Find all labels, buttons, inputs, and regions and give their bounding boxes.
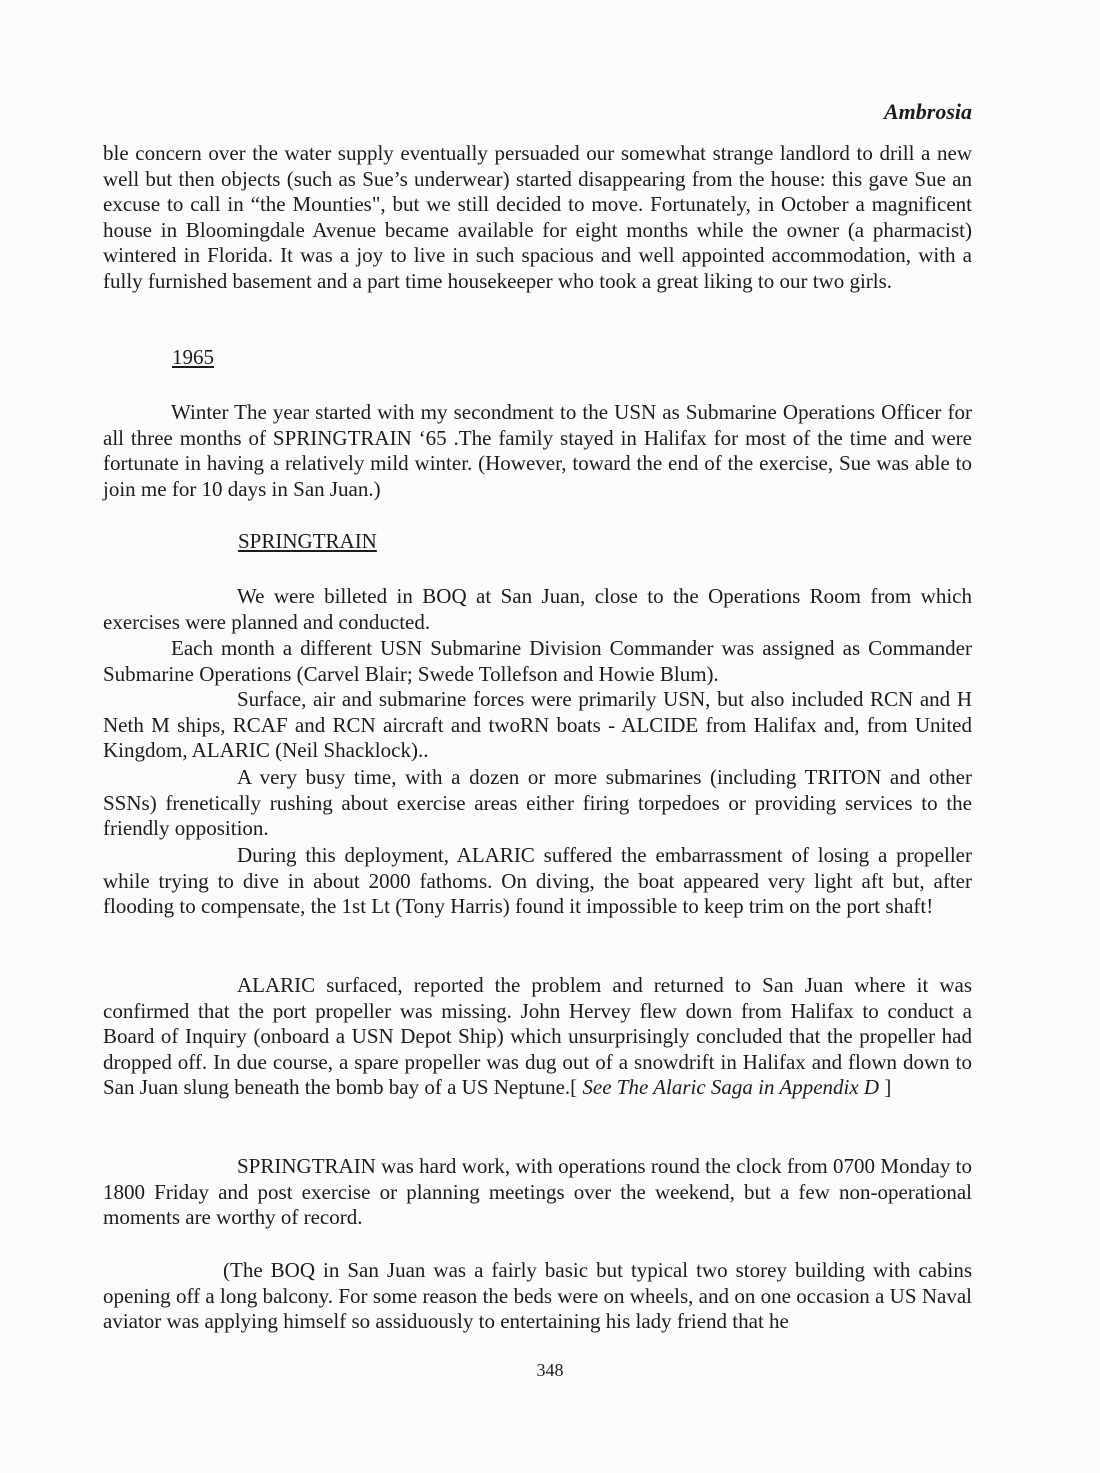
paragraph-deployment: During this deployment, ALARIC suffered the embarrassment of losing a propeller while trying to dive in about 2000 fathoms. On diving, the boat appeared very light aft but, after flooding to compensate, the 1st Lt (Tony Harris) found it impossible to keep trim on the port shaft! — [103, 843, 972, 918]
appendix-reference: See The Alaric Saga in Appendix D — [577, 1075, 885, 1099]
paragraph-water-supply: ble concern over the water supply eventually persuaded our somewhat strange landlord to drill a new well but then objects (such as Sue’s underwear) started disappearing from the house: this gave Sue an excuse to call in “the Mounties", but we still decided to move. Fortunately, in October a magnificent house in Bloomingdale Avenue became available for eight months while the owner (a pharmacist) wintered in Florida. It was a joy to live in such spacious and well appointed accommodation, with a fully furnished basement and a part time housekeeper who took a great liking to our two girls. — [103, 141, 972, 293]
paragraph-alaric-text: ALARIC surfaced, reported the problem and returned to San Juan where it was confirmed that the port propeller was missing. John Hervey flew down from Halifax to conduct a Board of Inquiry (onboard a USN Depot Ship) which unsurprisingly concluded that the propeller had dropped off. In due course, a spare propeller was dug out of a snowdrift in Halifax and flown down to San Juan slung beneath the bomb bay of a US Neptune.[ — [103, 973, 972, 1099]
bracket-close: ] — [884, 1075, 892, 1099]
section-heading-springtrain: SPRINGTRAIN — [238, 529, 377, 553]
running-title: Ambrosia — [883, 99, 972, 124]
page-number: 348 — [536, 1360, 564, 1380]
paragraph-boq-balcony: (The BOQ in San Juan was a fairly basic but typical two storey building with cabins opening off a long balcony. For some reason the beds were on wheels, and on one occasion a US Naval aviator was applying himself so assiduously to entertaining his lady friend that he — [103, 1258, 972, 1333]
paragraph-alaric-surfaced — [103, 973, 972, 1101]
section-heading-1965: 1965 — [172, 345, 214, 369]
paragraph-commanders: Each month a different USN Submarine Division Commander was assigned as Commander Submarine Operations (Carvel Blair; Swede Tollefson and Howie Blum). — [103, 636, 972, 686]
paragraph-winter: Winter The year started with my secondment to the USN as Submarine Operations Officer for all three months of SPRINGTRAIN ‘65 .The family stayed in Halifax for most of the time and were fortunate in having a relatively mild winter. (However, toward the end of the exercise, Sue was able to join me for 10 days in San Juan.) — [103, 400, 972, 501]
paragraph-hard-work: SPRINGTRAIN was hard work, with operations round the clock from 0700 Monday to 1800 Friday and post exercise or planning meetings over the weekend, but a few non-operational moments are worthy of record. — [103, 1154, 972, 1229]
paragraph-boq: We were billeted in BOQ at San Juan, close to the Operations Room from which exercises were planned and conducted. — [103, 584, 972, 634]
paragraph-busy-time: A very busy time, with a dozen or more submarines (including TRITON and other SSNs) frenetically rushing about exercise areas either firing torpedoes or providing services to the friendly opposition. — [103, 765, 972, 840]
paragraph-forces: Surface, air and submarine forces were primarily USN, but also included RCN and H Neth M ships, RCAF and RCN aircraft and twoRN boats - ALCIDE from Halifax and, from United Kingdom, ALARIC (Neil Shacklock).. — [103, 687, 972, 762]
